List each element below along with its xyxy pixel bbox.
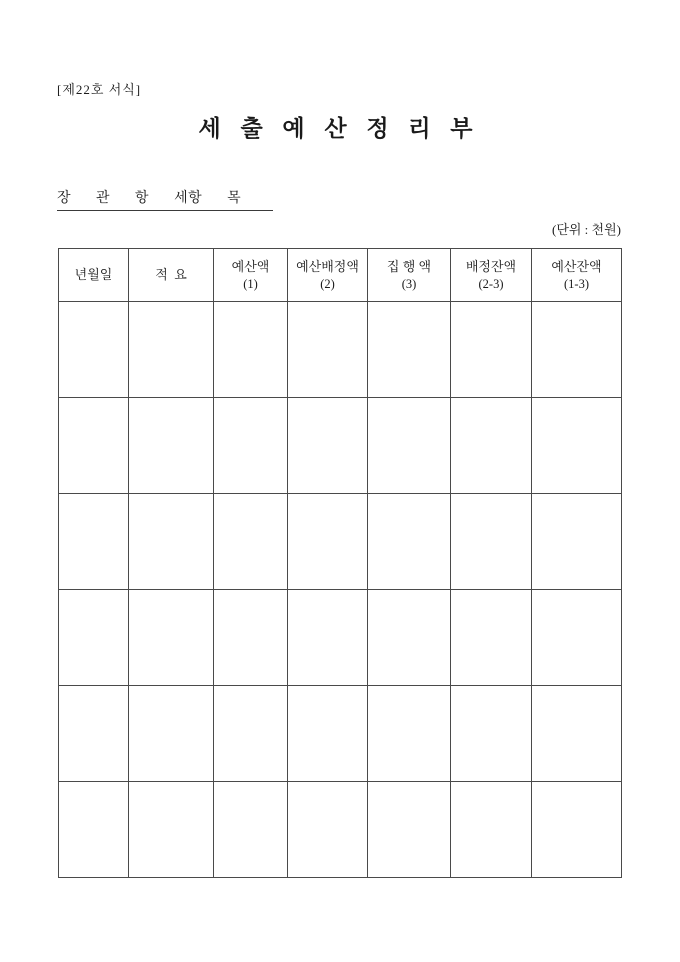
- table-cell: [59, 494, 129, 590]
- table-cell: [129, 590, 214, 686]
- table-row: [59, 302, 622, 398]
- table-cell: [129, 302, 214, 398]
- table-row: [59, 782, 622, 878]
- table-cell: [214, 686, 288, 782]
- table-cell: [59, 398, 129, 494]
- table-cell: [214, 782, 288, 878]
- column-header-execution-amount: [368, 249, 451, 302]
- table-row: [59, 686, 622, 782]
- table-cell: [288, 302, 368, 398]
- column-header-date: [59, 249, 129, 302]
- column-label: 년월일: [74, 267, 113, 282]
- column-label: 예산배정액: [296, 258, 359, 274]
- column-sub: (2-3): [478, 276, 504, 291]
- table-cell: [59, 782, 129, 878]
- column-sub: (1-3): [564, 276, 589, 291]
- column-sub: (3): [401, 276, 417, 291]
- table-row: [59, 494, 622, 590]
- column-header-description: [129, 249, 214, 302]
- table-cell: [129, 398, 214, 494]
- column-header-budget-amount: [214, 249, 288, 302]
- column-label: 적 요: [155, 267, 187, 282]
- table-cell: [368, 494, 451, 590]
- table-cell: [532, 782, 622, 878]
- table-cell: [451, 302, 532, 398]
- column-label: 예산액: [231, 258, 270, 274]
- table-cell: [451, 782, 532, 878]
- table-cell: [532, 398, 622, 494]
- table-cell: [532, 686, 622, 782]
- chapter-section-line: 장 관 항 세항 목: [57, 187, 273, 211]
- table-cell: [59, 302, 129, 398]
- column-header-allocation-balance: [451, 249, 532, 302]
- table-cell: [288, 398, 368, 494]
- table-cell: [288, 686, 368, 782]
- table-cell: [214, 494, 288, 590]
- column-header-allocation-amount: [288, 249, 368, 302]
- table-cell: [368, 686, 451, 782]
- table-cell: [214, 590, 288, 686]
- unit-note: (단위 : 천원): [551, 222, 621, 237]
- page-title: 세 출 예 산 정 리 부: [198, 116, 474, 141]
- table-cell: [451, 494, 532, 590]
- table-cell: [59, 686, 129, 782]
- table-cell: [129, 686, 214, 782]
- table-cell: [59, 590, 129, 686]
- table-body: [59, 302, 622, 878]
- table-cell: [532, 494, 622, 590]
- table-cell: [451, 686, 532, 782]
- column-sub: (2): [320, 276, 335, 291]
- table-cell: [532, 590, 622, 686]
- table-cell: [368, 782, 451, 878]
- column-label: 집 행 액: [386, 258, 432, 274]
- table-cell: [214, 398, 288, 494]
- column-label: 예산잔액: [551, 258, 602, 274]
- table-cell: [288, 590, 368, 686]
- table-row: [59, 398, 622, 494]
- table-cell: [129, 782, 214, 878]
- table-cell: [368, 302, 451, 398]
- column-header-budget-balance: [532, 249, 622, 302]
- form-number-label: [제22호 서식]: [57, 82, 142, 97]
- table-header: [59, 249, 622, 302]
- header-row: [59, 249, 622, 302]
- table-cell: [288, 494, 368, 590]
- table-cell: [451, 398, 532, 494]
- column-label: 배정잔액: [465, 258, 517, 274]
- table-cell: [532, 302, 622, 398]
- column-sub: (1): [243, 276, 258, 291]
- table-cell: [451, 590, 532, 686]
- table-cell: [368, 398, 451, 494]
- table-row: [59, 590, 622, 686]
- budget-table: [58, 248, 622, 878]
- table-cell: [129, 494, 214, 590]
- table-cell: [288, 782, 368, 878]
- table-cell: [214, 302, 288, 398]
- table-cell: [368, 590, 451, 686]
